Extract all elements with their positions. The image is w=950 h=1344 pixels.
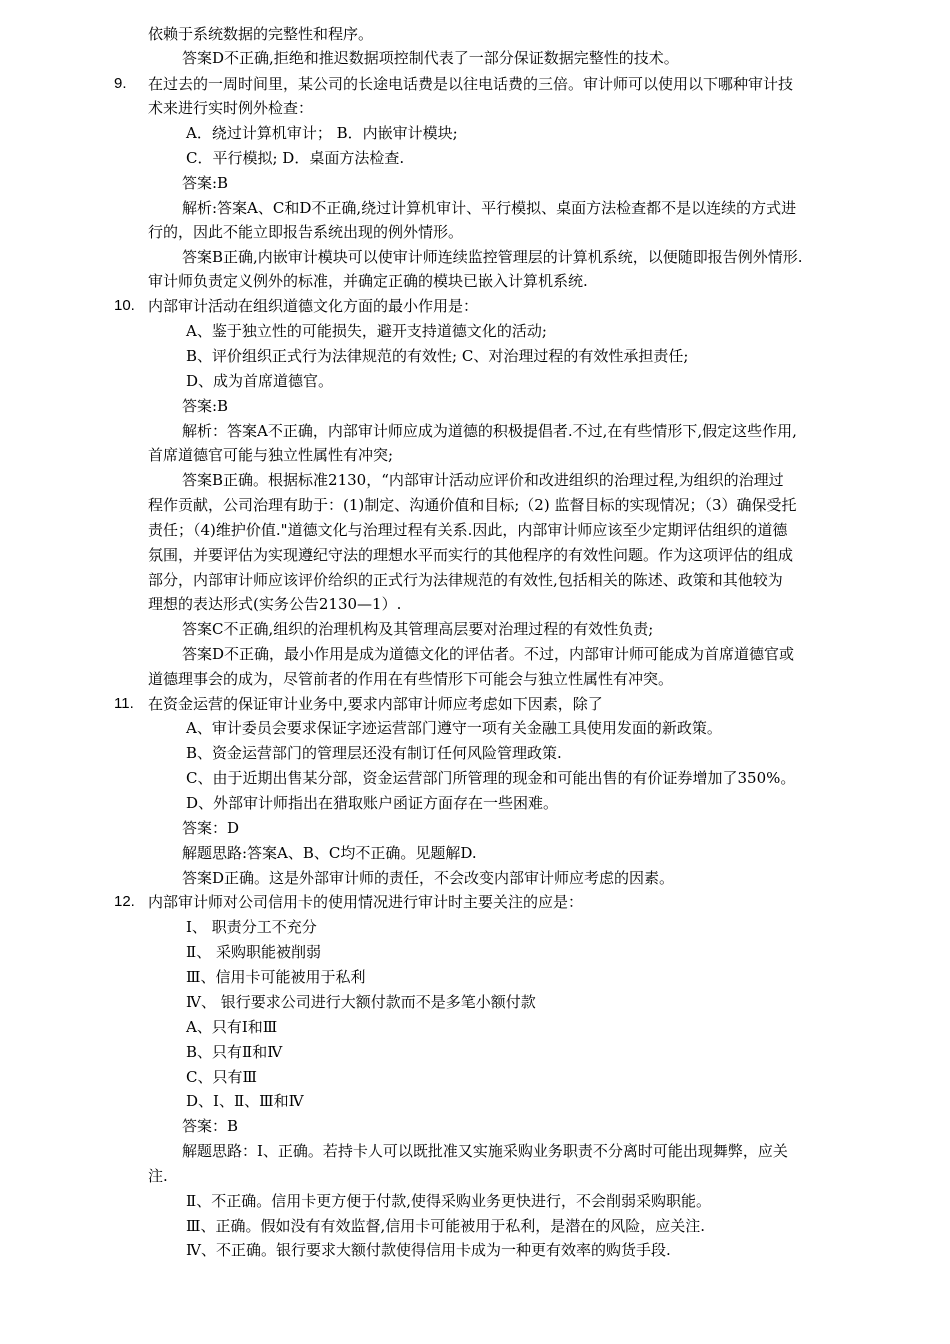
text-line: 解题思路：Ⅰ、正确。若持卡人可以既批准又实施采购业务职责不分离时可能出现舞弊，应关 [182,1142,788,1160]
text-line: 答案B正确,内嵌审计模块可以使审计师连续监控管理层的计算机系统，以便随即报告例外情形. [182,248,803,266]
text-line: 责任；（4)维护价值."道德文化与治理过程有关系.因此，内部审计师应该至少定期评估组织的道德 [148,521,788,539]
text-line: B、评价组织正式行为法律规范的有效性; C、对治理过程的有效性承担责任; [186,347,689,365]
text-line: 解析：答案A不正确，内部审计师应成为道德的积极提倡者.不过,在有些情形下,假定这些作用, [182,422,797,440]
text-line: D、Ⅰ、Ⅱ、Ⅲ和Ⅳ [186,1092,304,1110]
text-line: 在过去的一周时间里，某公司的长途电话费是以往电话费的三倍。审计师可以使用以下哪种审计技 [148,75,794,93]
text-line: A、审计委员会要求保证字迹运营部门遵守一项有关金融工具使用发面的新政策。 [186,719,722,737]
question-number: 11. [114,695,134,712]
text-line: 答案：B [182,1117,239,1135]
text-line: A、只有Ⅰ和Ⅲ [186,1018,278,1036]
text-line: Ⅰ、 职责分工不充分 [186,918,317,936]
text-line: 部分，内部审计师应该评价给织的正式行为法律规范的有效性,包括相关的陈述、政策和其他较为 [148,571,783,589]
text-line: Ⅲ、信用卡可能被用于私利 [186,968,366,986]
text-line: 术来进行实时例外检查： [148,99,314,117]
text-line: Ⅲ、正确。假如没有有效监督,信用卡可能被用于私利，是潜在的风险，应关注. [186,1217,706,1235]
text-line: B、只有Ⅱ和Ⅳ [186,1043,283,1061]
text-line: B、资金运营部门的管理层还没有制订任何风险管理政策. [186,744,562,762]
text-line: 行的，因此不能立即报告系统出现的例外情形。 [148,223,464,241]
text-line: Ⅱ、 采购职能被削弱 [186,943,321,961]
text-line: 程作贡献，公司治理有助于：(1)制定、沟通价值和目标;（2) 监督目标的实现情况；（3）确保受托 [148,496,797,514]
text-line: D、外部审计师指出在猎取账户函证方面存在一些困难。 [186,794,559,812]
text-line: 注. [148,1167,168,1185]
text-line: 审计师负责定义例外的标准，并确定正确的模块已嵌入计算机系统. [148,272,588,290]
text-line: 首席道德官可能与独立性属性有冲突; [148,446,394,464]
text-line: A．绕过计算机审计； B．内嵌审计模块; [186,124,458,142]
text-line: 解题思路:答案A、B、C均不正确。见题解D. [182,844,477,862]
text-line: C、由于近期出售某分部，资金运营部门所管理的现金和可能出售的有价证券增加了350%。 [186,769,796,787]
text-line: 答案:B [182,174,229,192]
text-line: 依赖于系统数据的完整性和程序。 [148,25,374,43]
text-line: C、只有Ⅲ [186,1068,257,1086]
text-line: Ⅳ、 银行要求公司进行大额付款而不是多笔小额付款 [186,993,536,1011]
text-line: 答案D不正确，最小作用是成为道德文化的评估者。不过，内部审计师可能成为首席道德官或 [182,645,795,663]
text-line: 内部审计师对公司信用卡的使用情况进行审计时主要关注的应是： [148,893,584,911]
question-number: 12. [114,893,135,910]
text-line: 解析:答案A、C和D不正确,绕过计算机审计、平行模拟、桌面方法检查都不是以连续的方式进 [182,199,797,217]
text-line: A、鉴于独立性的可能损失，避开支持道德文化的活动; [186,322,547,340]
text-line: 氛围，并要评估为实现遵纪守法的理想水平而实行的其他程序的有效性问题。作为这项评估的组成 [148,546,794,564]
text-line: 理想的表达形式(实务公告2130—1）. [148,595,402,613]
text-line: Ⅱ、不正确。信用卡更方便于付款,使得采购业务更快进行，不会削弱采购职能。 [186,1192,711,1210]
text-line: 在资金运营的保证审计业务中,要求内部审计师应考虑如下因素，除了 [148,695,603,713]
question-number: 9. [114,75,127,92]
text-line: 答案B正确。根据标准2130，“内部审计活动应评价和改进组织的治理过程,为组织的治理过 [182,471,784,489]
text-line: 道德理事会的成为，尽管前者的作用在有些情形下可能会与独立性属性有冲突。 [148,670,674,688]
text-line: Ⅳ、不正确。银行要求大额付款使得信用卡成为一种更有效率的购货手段. [186,1241,671,1259]
text-line: 答案：D [182,819,240,837]
text-line: 答案D正确。这是外部审计师的责任，不会改变内部审计师应考虑的因素。 [182,869,675,887]
text-line: 答案C不正确,组织的治理机构及其管理高层要对治理过程的有效性负责; [182,620,654,638]
question-number: 10. [114,297,135,314]
text-line: C．平行模拟; D．桌面方法检查. [186,149,405,167]
text-line: 答案:B [182,397,229,415]
text-line: 答案D不正确,拒绝和推迟数据项控制代表了一部分保证数据完整性的技术。 [182,49,679,67]
text-line: 内部审计活动在组织道德文化方面的最小作用是： [148,297,479,315]
text-line: D、成为首席道德官。 [186,372,334,390]
